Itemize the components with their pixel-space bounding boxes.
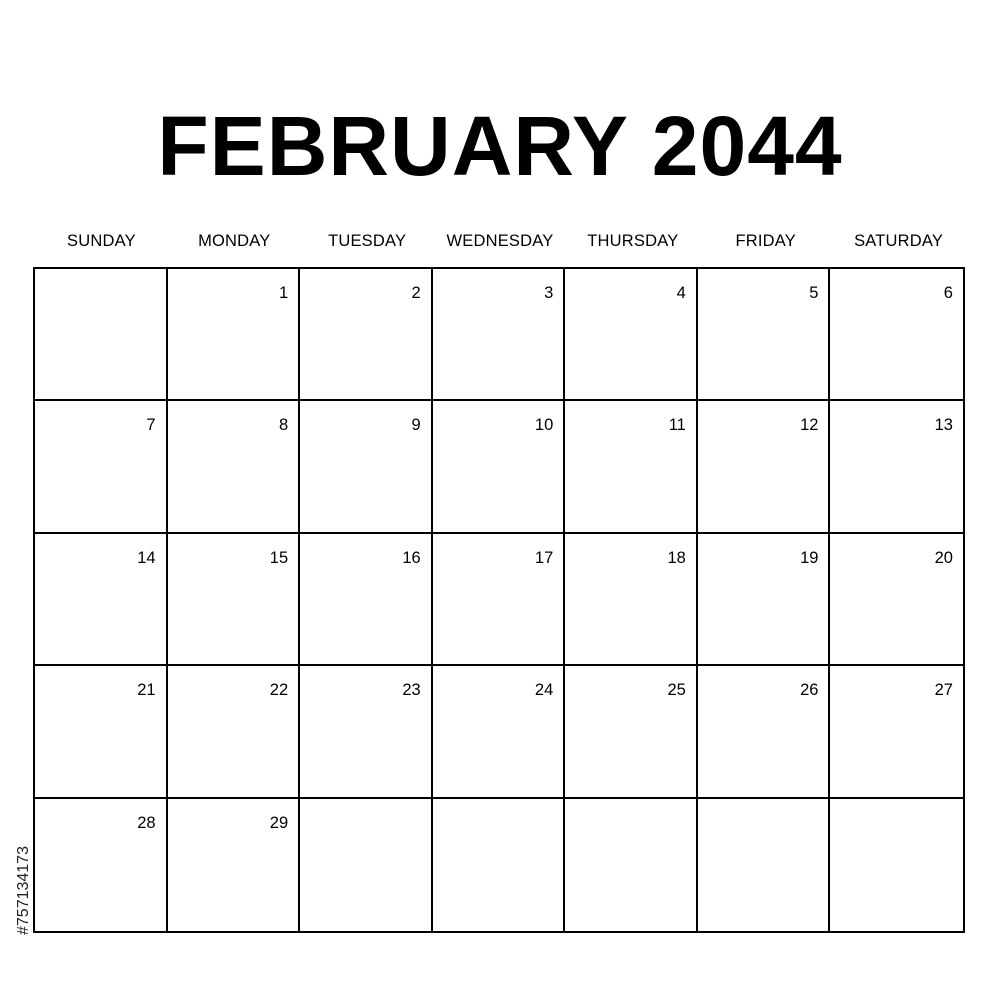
day-number: 20	[934, 548, 953, 567]
weekday-wednesday: WEDNESDAY	[446, 232, 554, 250]
day-number: 16	[402, 548, 421, 567]
stock-id-label: #757134173	[15, 846, 32, 935]
day-cell	[300, 269, 433, 401]
day-cell	[565, 799, 698, 931]
weekday-sunday: SUNDAY	[67, 232, 136, 250]
day-number: 25	[667, 681, 686, 700]
weekday-header-row	[35, 229, 965, 253]
day-cell	[565, 666, 698, 798]
day-cell	[35, 534, 168, 666]
day-number: 27	[934, 681, 953, 700]
day-cell	[565, 269, 698, 401]
day-number: 22	[269, 681, 289, 700]
calendar-grid	[33, 267, 965, 933]
day-cell	[300, 666, 433, 798]
day-number: 29	[269, 813, 289, 832]
weekday-friday: FRIDAY	[735, 232, 796, 250]
day-cell	[168, 666, 301, 798]
day-cell	[35, 799, 168, 931]
day-cell	[433, 799, 566, 931]
day-number: 8	[278, 416, 289, 435]
day-number: 12	[800, 416, 819, 435]
day-cell	[35, 666, 168, 798]
day-cell	[300, 799, 433, 931]
day-number: 9	[411, 416, 421, 435]
day-cell	[698, 401, 831, 533]
day-number: 28	[137, 813, 156, 832]
weekday-saturday: SATURDAY	[854, 232, 944, 250]
day-cell	[565, 401, 698, 533]
day-cell	[565, 534, 698, 666]
day-number: 13	[934, 416, 953, 435]
day-cell	[830, 401, 963, 533]
day-number: 4	[676, 284, 686, 302]
day-cell	[830, 269, 963, 401]
day-number: 14	[137, 548, 156, 567]
day-cell	[35, 401, 168, 533]
day-cell	[168, 534, 301, 666]
day-number: 21	[137, 681, 156, 700]
calendar-title: FEBRUARY 2044	[157, 99, 843, 193]
day-number: 5	[809, 284, 819, 302]
day-number: 1	[278, 284, 289, 302]
day-number: 10	[534, 416, 554, 435]
weekday-tuesday: TUESDAY	[328, 232, 407, 250]
day-cell	[168, 401, 301, 533]
day-cell	[433, 534, 566, 666]
day-cell	[433, 401, 566, 533]
day-number: 11	[668, 416, 686, 435]
day-cell	[698, 666, 831, 798]
day-number: 7	[146, 416, 156, 435]
day-cell	[300, 534, 433, 666]
day-number: 19	[800, 548, 819, 567]
day-number: 17	[534, 548, 554, 567]
day-cell	[433, 269, 566, 401]
day-number: 24	[534, 681, 554, 700]
day-cell	[168, 799, 301, 931]
day-number: 6	[943, 284, 953, 302]
day-number: 15	[269, 548, 289, 567]
day-cell	[433, 666, 566, 798]
day-number: 18	[667, 548, 686, 567]
day-number: 3	[544, 284, 554, 302]
day-cell	[830, 799, 963, 931]
day-cell	[698, 799, 831, 931]
day-number: 2	[411, 284, 421, 302]
day-cell	[300, 401, 433, 533]
day-number: 26	[800, 681, 819, 700]
day-cell	[698, 269, 831, 401]
day-cell	[168, 269, 301, 401]
weekday-monday: MONDAY	[198, 232, 271, 250]
day-cell	[830, 666, 963, 798]
day-number: 23	[402, 681, 421, 700]
day-cell	[698, 534, 831, 666]
day-cell	[830, 534, 963, 666]
weekday-thursday: THURSDAY	[587, 232, 679, 250]
day-cell	[35, 269, 168, 401]
